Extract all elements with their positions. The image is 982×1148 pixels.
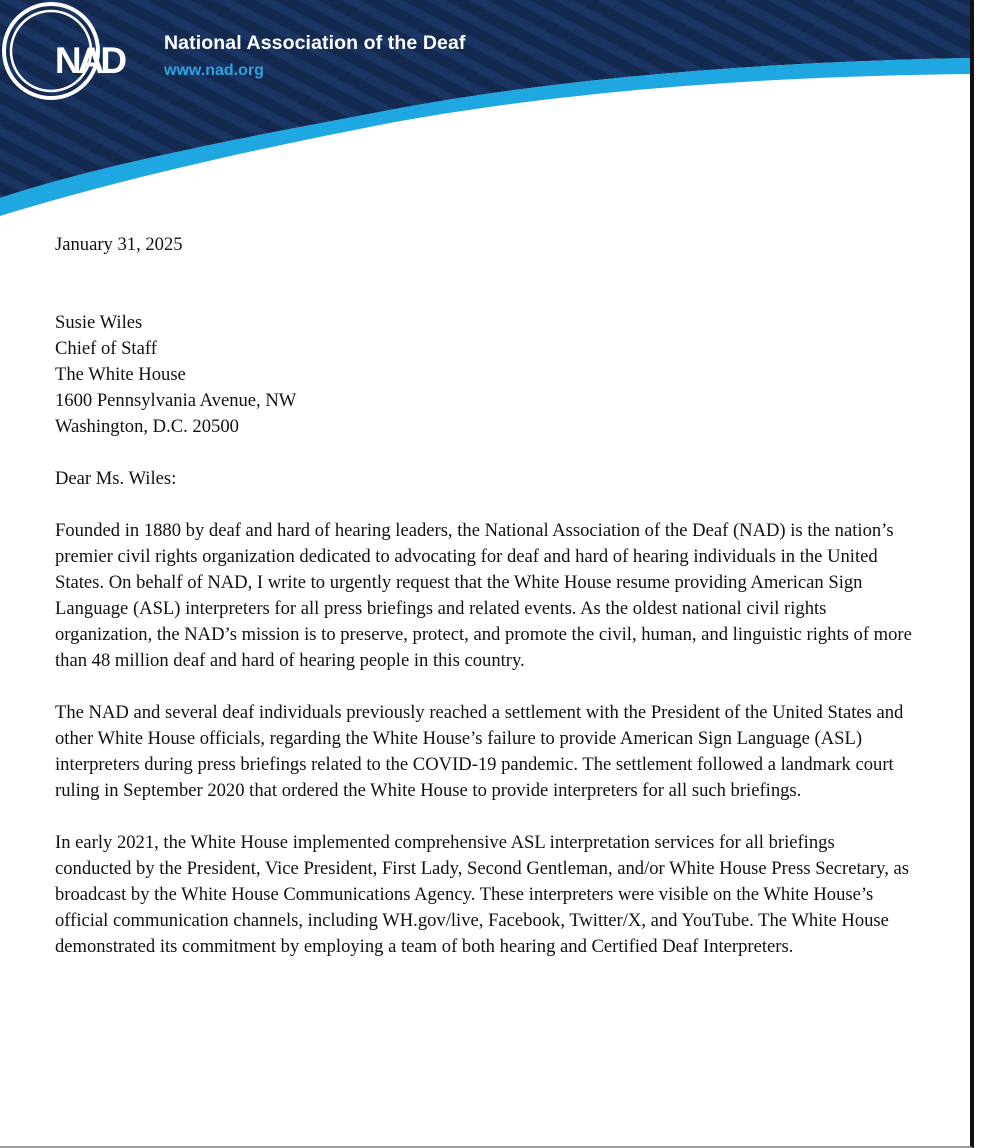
recipient-street: 1600 Pennsylvania Avenue, NW <box>55 390 297 411</box>
letterhead-background <box>0 0 970 235</box>
recipient-title: Chief of Staff <box>55 338 157 359</box>
letter-body <box>55 232 915 986</box>
recipient-city: Washington, D.C. 20500 <box>55 416 239 437</box>
recipient-organization: The White House <box>55 364 186 385</box>
recipient-address <box>55 310 915 440</box>
paragraph-3: In early 2021, the White House implemented comprehensive ASL interpretation services for all briefings conducted by the President, Vice President, First Lady, Second Gentleman, and/or White House Press Secretary, as broadcast by the White House Communications Agency. These interpreters were visible on the White House’s official communication channels, including WH.gov/live, Facebook, Twitter/X, and YouTube. The White House demonstrated its commitment by employing a team of both hearing and Certified Deaf Interpreters. <box>55 832 909 957</box>
paragraph-1: Founded in 1880 by deaf and hard of hearing leaders, the National Association of the Deaf (NAD) is the nation’s premier civil rights organization dedicated to advocating for deaf and hard of hearing individuals in the United States. On behalf of NAD, I write to urgently request that the White House resume providing American Sign Language (ASL) interpreters for all press briefings and related events. As the oldest national civil rights organization, the NAD’s mission is to preserve, protect, and promote the civil, human, and linguistic rights of more than 48 million deaf and hard of hearing people in this country. <box>55 520 912 671</box>
paragraph-2: The NAD and several deaf individuals previously reached a settlement with the President of the United States and other White House officials, regarding the White House’s failure to provide American Sign Language (ASL) interpreters during press briefings related to the COVID-19 pandemic. The settlement followed a landmark court ruling in September 2020 that ordered the White House to provide interpreters for all such briefings. <box>55 702 904 801</box>
letter-date: January 31, 2025 <box>55 234 183 255</box>
salutation: Dear Ms. Wiles: <box>55 468 177 489</box>
letterhead-banner <box>0 0 970 235</box>
logo-lettering: NAD <box>54 40 124 81</box>
organization-name: National Association of the Deaf <box>164 32 466 54</box>
organization-url[interactable]: www.nad.org <box>164 62 264 79</box>
recipient-name: Susie Wiles <box>55 312 143 333</box>
